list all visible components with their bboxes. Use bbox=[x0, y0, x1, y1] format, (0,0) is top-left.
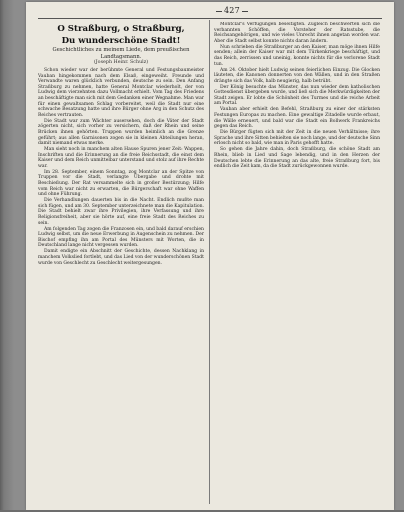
paragraph: Am 24. Oktober hielt Ludwig seinen feierlichen Einzug. Die Glocken läuteten, die Kanonen donnerten von den Wällen, und in den Straßen drängte sich das Volk, halb neugierig, halb betrübt. bbox=[214, 67, 380, 84]
paragraph: Der König besuchte das Münster, das nun wieder dem katholischen Gottesdienst übergeben wurde, und ließ sich die Merkwürdigkeiten der Stadt zeigen. Er lobte die Schönheit des Turmes und die reiche Arbeit am Portal. bbox=[214, 84, 380, 107]
paragraph: So gehen die Jahre dahin, doch Straßburg, die schöne Stadt am Rhein, blieb in Lied und Sage lebendig, und in den Herzen der Deutschen lebte die Erinnerung an das alte, freie Straßburg fort, bis endlich die Zeit kam, da die Stadt zurückgewonnen wurde. bbox=[214, 147, 380, 170]
paragraph: Schon wieder war der berühmte General und Festungsbaumeister Vauban hingekommen nach dem Elsaß, eingeweiht. Freunde und Verwandte waren glücklich verbunden, deutsche zu sein. Den Anfang Straßburg zu nehmen, hatte General Montclar wiederholt, der von Ludwig dem vierzehnten dazu Vollmacht erhielt. Vom Tag des Friedens an beschäftigte man sich mit dem Gedanken einer Wegnahme. Man war für einen gewaltsamen Schlag vorbereitet, weil die Stadt nur eine schwache Besatzung hatte und ihre Bürger ohne Arg in den Schutz des Reiches vertrauten. bbox=[38, 68, 204, 118]
header-rule bbox=[38, 18, 382, 19]
paragraph: Nun schrieben die Straßburger an den Kaiser, man möge ihnen Hilfe senden; allein der Kaiser war mit dem Türkenkriege beschäftigt, und das Reich, zerrissen und uneinig, konnte nichts für die verlorene Stadt tun. bbox=[214, 44, 380, 67]
column-divider bbox=[209, 20, 210, 504]
paragraph: Man sieht noch in manchem alten Hause Spuren jener Zeit: Wappen, Inschriften und die Erinnerung an die freie Reichsstadt, die einst dem Kaiser und dem Reich unmittelbar unterstand und stolz auf ihre Rechte war. bbox=[38, 147, 204, 169]
paragraph: Die Stadt war zum Wächter ausersehen, doch die Väter der Stadt zögerten nicht, sich vorher zu versichern, daß der Rhein und seine Brücken ihnen gehörten. Truppen wurden heimlich an die Grenze geführt; aus allen Garnisonen zogen sie in kleinen Abteilungen heran, damit niemand etwas merke. bbox=[38, 118, 204, 147]
paragraph: Montclar's Verfügungen beseitigten. Zugleich beschwerten sich die verbannten Schöffen, die Vorsteher der Ratsstube, die Reichsangehörigen, und wie vieles Unrecht ihnen angetan worden war. Aber die Stadt selbst konnte nichts daran ändern. bbox=[214, 22, 380, 44]
page-number: 427 bbox=[214, 6, 250, 15]
paragraph: Damit endigte ein Abschnitt der Geschichte, dessen Nachklang in manchem Volkslied fortlebt, und das Lied von der wunderschönen Stadt wurde von Geschlecht zu Geschlecht weitergesungen. bbox=[38, 249, 204, 266]
left-column bbox=[38, 22, 204, 504]
paragraph: Die Verhandlungen dauerten bis in die Nacht. Endlich mußte man sich fügen, und am 30. September unterzeichnete man die Kapitulation. Die Stadt behielt zwar ihre Privilegien, ihre Verfassung und ihre Religionsfreiheit, aber sie hörte auf, eine freie Stadt des Reiches zu sein. bbox=[38, 198, 204, 226]
article-title-line-1: O Straßburg, o Straßburg, bbox=[57, 24, 185, 34]
article-title-line-2: Du wunderschöne Stadt! bbox=[61, 36, 181, 46]
article-author: (Joseph Heinr. Schulz) bbox=[93, 60, 149, 65]
paragraph: Im 28. September, einem Sonntag, zog Montclar an der Spitze von Truppen vor die Stadt, verlangte Übergabe und drohte mit Beschießung. Der Rat versammelte sich in großer Bestürzung; Hilfe vom Reich war nicht zu erwarten, die Bürgerschaft war ohne Waffen und ohne Führung. bbox=[38, 169, 204, 198]
paragraph: Vauban aber erhielt den Befehl, Straßburg zu einer der stärksten Festungen Europas zu machen. Eine gewaltige Zitadelle wurde erbaut, die Wälle erneuert, und bald war die Stadt ein Bollwerk Frankreichs gegen das Reich. bbox=[214, 107, 380, 130]
paragraph: Die Bürger fügten sich mit der Zeit in die neuen Verhältnisse; ihre Sprache und ihre Sitten behielten sie noch lange, und der deutsche Sinn erlosch nicht so bald, wie man in Paris gehofft hatte. bbox=[214, 130, 380, 147]
scanned-page bbox=[26, 2, 394, 510]
right-column bbox=[214, 22, 380, 504]
paragraph: Am folgenden Tag zogen die Franzosen ein, und bald darauf erschien Ludwig selbst, um die neue Erwerbung in Augenschein zu nehmen. Der Bischof empfing ihn am Portal des Münsters mit Worten, die in Deutschland lange nicht vergessen wurden. bbox=[38, 226, 204, 249]
article-subtitle: Geschichtliches zu meinem Liede, dem preußischen Landtagsmann. bbox=[52, 47, 190, 60]
